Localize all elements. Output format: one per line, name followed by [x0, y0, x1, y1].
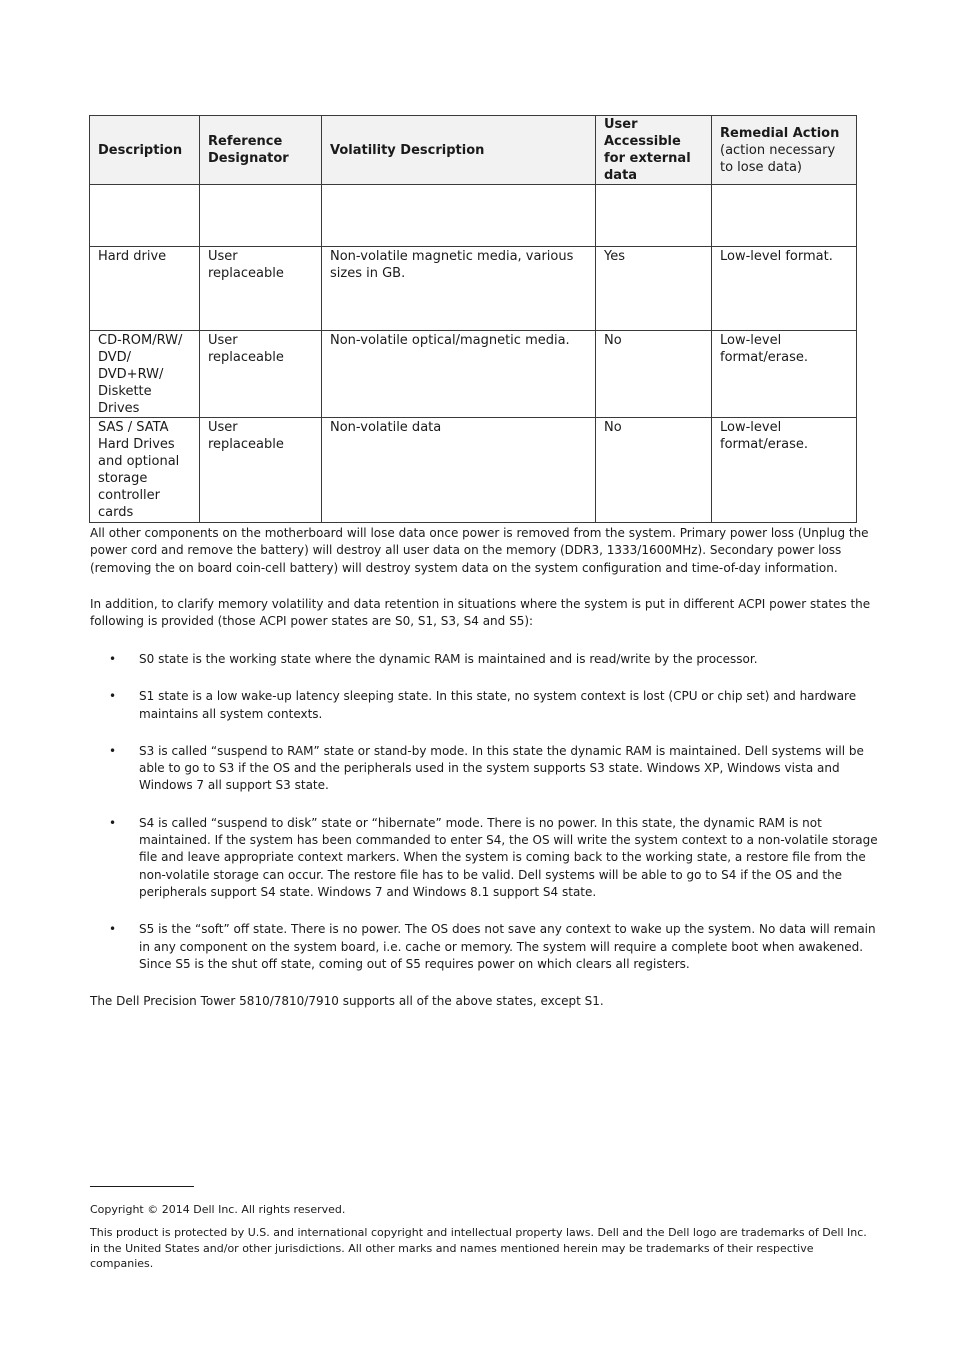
- cell-remedial: Low-level format/erase.: [712, 331, 857, 418]
- cell-accessible: Yes: [596, 247, 712, 331]
- cell-volatility: Non-volatile data: [322, 418, 596, 523]
- cell-volatility: Non-volatile magnetic media, various sizes in GB.: [322, 247, 596, 331]
- bullet-icon: •: [109, 922, 117, 937]
- header-user-accessible: User Accessible for external data: [596, 116, 712, 185]
- cell-remedial: Low-level format.: [712, 247, 857, 331]
- footer-divider: [90, 1186, 194, 1187]
- table-row: [90, 418, 857, 523]
- cell-reference: User replaceable: [200, 418, 322, 523]
- list-item: [90, 743, 887, 795]
- bullet-icon: •: [109, 815, 117, 830]
- cell-description: SAS / SATA Hard Drives and optional storage controller cards: [90, 418, 200, 523]
- list-item: [90, 688, 887, 723]
- header-volatility-description: Volatility Description: [322, 116, 596, 185]
- conclusion-paragraph: The Dell Precision Tower 5810/7810/7910 supports all of the above states, except S1.: [90, 994, 604, 1008]
- cell-reference: User replaceable: [200, 247, 322, 331]
- header-remedial-action-title: Remedial Action: [720, 125, 840, 141]
- copyright-text: Copyright © 2014 Dell Inc. All rights reserved.: [90, 1203, 346, 1216]
- table-row: [90, 185, 857, 247]
- cell-accessible: No: [596, 418, 712, 523]
- cell-reference: User replaceable: [200, 331, 322, 418]
- cell-volatility: Non-volatile optical/magnetic media.: [322, 331, 596, 418]
- state-text: S1 state is a low wake-up latency sleeping state. In this state, no system context is lost (CPU or chip set) and hardware maintains all system contexts.: [139, 689, 857, 721]
- motherboard-paragraph: All other components on the motherboard will lose data once power is removed from the system. Primary power loss (Unplug the power cord and remove the battery) will destroy all user data on the memory (DDR3, 1333/1600MHz). Secondary power loss (removing the on board coin-cell battery) will destroy system data on the system configuration and time-of-day information.: [90, 526, 869, 575]
- bullet-icon: •: [109, 743, 117, 758]
- cell-description: [90, 185, 200, 247]
- state-text: S3 is called “suspend to RAM” state or stand-by mode. In this state the dynamic RAM is maintained. Dell systems will be able to go to S3 if the OS and the peripherals used in the system supports S3 state. Windows XP, Windows vista and Windows 7 all support S3 state.: [139, 743, 864, 793]
- volatility-table: [89, 115, 857, 523]
- list-item: [90, 921, 887, 973]
- table-header-row: [90, 116, 857, 185]
- list-item: [90, 651, 887, 668]
- cell-reference: [200, 185, 322, 247]
- header-remedial-action: [712, 116, 857, 185]
- cell-accessible: [596, 185, 712, 247]
- bullet-icon: •: [109, 652, 117, 666]
- header-description: Description: [90, 116, 200, 185]
- cell-description: Hard drive: [90, 247, 200, 331]
- header-remedial-action-note: (action necessary to lose data): [720, 142, 836, 175]
- cell-volatility: [322, 185, 596, 247]
- cell-accessible: No: [596, 331, 712, 418]
- cell-remedial: [712, 185, 857, 247]
- list-item: [90, 815, 887, 901]
- cell-remedial: Low-level format/erase.: [712, 418, 857, 523]
- state-text: S0 state is the working state where the dynamic RAM is maintained and is read/write by the processor.: [139, 652, 758, 666]
- cell-description: CD-ROM/RW/ DVD/ DVD+RW/ Diskette Drives: [90, 331, 200, 418]
- table-row: [90, 331, 857, 418]
- state-text: S4 is called “suspend to disk” state or “hibernate” mode. There is no power. In this state, the dynamic RAM is not maintained. If the system has been commanded to enter S4, the OS will write the system context to a non-volatile storage file and leave appropriate context markers. When the system is coming back to the working state, a restore file from the non-volatile storage can occur. The restore file has to be valid. Dell systems will be able to go to S4 if the OS and the peripherals support S4 state. Windows 7 and Windows 8.1 support S4 state.: [139, 815, 878, 899]
- acpi-intro-paragraph: In addition, to clarify memory volatility and data retention in situations where the system is put in different ACPI power states the following is provided (those ACPI power states are S0, S1, S3, S4 and S5):: [90, 597, 871, 629]
- header-reference-designator: Reference Designator: [200, 116, 322, 185]
- state-text: S5 is the “soft” off state. There is no power. The OS does not save any context to wake up the system. No data will remain in any component on the system board, i.e. cache or memory. The system will require a complete boot when awakened. Since S5 is the shut off state, coming out of S5 requires power on which clears all registers.: [139, 922, 876, 971]
- acpi-states-list: [90, 651, 887, 993]
- table-row: [90, 247, 857, 331]
- bullet-icon: •: [109, 689, 117, 704]
- legal-text: This product is protected by U.S. and international copyright and intellectual property laws. Dell and the Dell logo are trademarks of Dell Inc. in the United States and/or other jurisdictions. All other marks and names mentioned herein may be trademarks of their respective companies.: [90, 1226, 867, 1270]
